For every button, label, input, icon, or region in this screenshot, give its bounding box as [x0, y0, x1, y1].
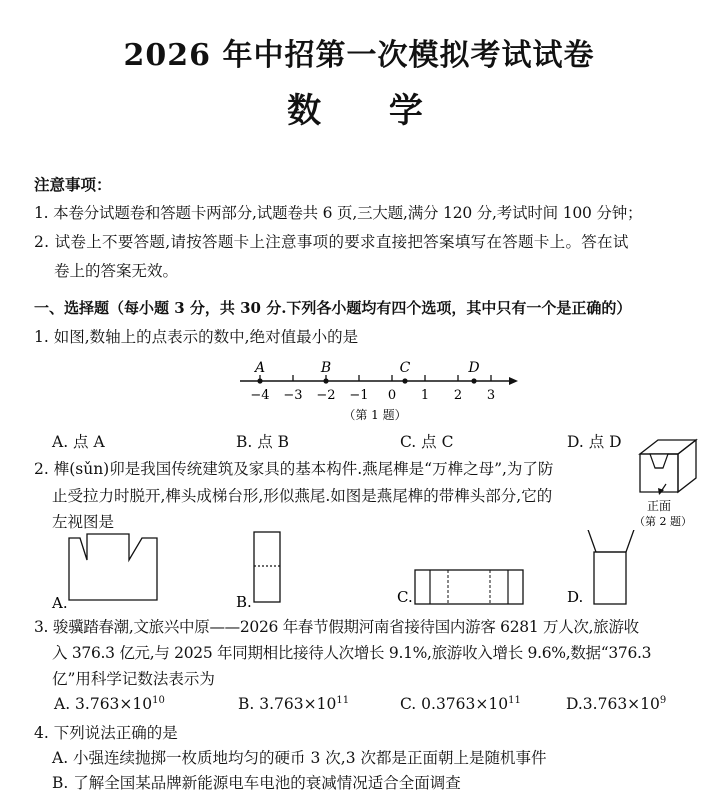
- q3-option-b: B. $3.763\times 10^{11}$: [238, 695, 350, 713]
- exam-title: 2026 年中招第一次模拟考试试卷: [123, 38, 595, 73]
- q1-option-b: B. 点 B: [236, 433, 290, 451]
- number-line-figure: [230, 358, 530, 428]
- subject-title: 数 学: [287, 91, 451, 131]
- tick-label: 0: [387, 388, 397, 403]
- q1-stem: 1. 如图,数轴上的点表示的数中,绝对值最小的是: [34, 328, 359, 346]
- q4-option-b: B. 了解全国某品牌新能源电车电池的衰减情况适合全面调查: [52, 774, 461, 792]
- q2-caption: （第 2 题）: [634, 515, 692, 528]
- tick-label: 1: [420, 388, 430, 403]
- q2-line-1: 2. 榫(sǔn)卯是我国传统建筑及家具的基本构件.燕尾榫是“万榫之母”,为了防: [34, 460, 554, 478]
- axis-arrow-icon: [509, 377, 518, 385]
- q3-option-a: A. $3.763\times 10^{10}$: [54, 695, 165, 713]
- q2-option-c-shape: [415, 570, 523, 604]
- point-label-b: B: [320, 360, 332, 376]
- tick-label: −4: [250, 388, 270, 403]
- q2-line-2: 止受拉力时脱开,榫头成梯台形,形似燕尾.如图是燕尾榫的带榫头部分,它的: [52, 487, 553, 505]
- q3-option-c: C. $0.3763\times 10^{11}$: [400, 695, 521, 713]
- front-label: 正面: [646, 499, 672, 513]
- dovetail-3d-figure: [630, 428, 710, 528]
- q2-option-a-label: A.: [52, 594, 68, 612]
- q4-option-a: A. 小强连续抛掷一枚质地均匀的硬币 3 次,3 次都是正面朝上是随机事件: [52, 749, 547, 767]
- q2-option-d-shape: [586, 530, 636, 552]
- tick-label: 2: [453, 388, 463, 403]
- q2-option-b-shape: [254, 532, 280, 602]
- tick-label: −3: [283, 388, 303, 403]
- q2-options-figures: [50, 530, 670, 615]
- notes-heading: 注意事项：: [34, 175, 112, 194]
- q2-option-a-shape: [69, 534, 157, 600]
- point-label-d: D: [468, 360, 480, 376]
- q3-line-3: 亿”用科学记数法表示为: [52, 670, 215, 688]
- tick-label: −2: [316, 388, 336, 403]
- point-label-a: A: [254, 360, 266, 376]
- notes-item-2: 2. 试卷上不要答题,请按答题卡上注意事项的要求直接把答案填写在答题卡上。答在试: [34, 233, 629, 251]
- q3-option-d: $D.3.763\times 10^9$: [566, 695, 667, 713]
- q1-caption: （第 1 题）: [343, 408, 407, 422]
- q1-option-c: C. 点 C: [400, 433, 454, 451]
- q2-option-b-label: B.: [236, 593, 252, 611]
- section-1-heading: 一、选择题（每小题 3 分，共 30 分.下列各小题均有四个选项，其中只有一个是正确的）: [34, 299, 632, 317]
- q2-option-d-label: D.: [567, 588, 584, 606]
- point-d: [471, 378, 476, 383]
- notes-item-1: 1. 本卷分试题卷和答题卡两部分,试题卷共 6 页,三大题,满分 120 分,考试时间 100 分钟；: [34, 204, 643, 222]
- tick-label: 3: [486, 388, 496, 403]
- point-label-c: C: [399, 360, 411, 376]
- point-a: [257, 378, 262, 383]
- q2-option-c-label: C.: [397, 588, 413, 606]
- q1-option-d: D. 点 D: [567, 433, 622, 451]
- point-c: [402, 378, 407, 383]
- notes-item-2-cont: 卷上的答案无效。: [54, 262, 179, 280]
- q1-option-a: A. 点 A: [52, 433, 105, 451]
- axis-ticks: [260, 375, 491, 381]
- q4-stem: 4. 下列说法正确的是: [34, 724, 178, 742]
- tick-label: −1: [349, 388, 369, 403]
- q3-line-2: 入 376.3 亿元,与 2025 年同期相比接待人次增长 9.1%,旅游收入增长 9.6%,数据“376.3: [52, 644, 652, 662]
- point-b: [323, 378, 328, 383]
- q2-line-3: 左视图是: [52, 513, 115, 531]
- q3-line-1: 3. 骏骥踏春潮,文旅兴中原——2026 年春节假期河南省接待国内游客 6281 万人次,旅游收: [34, 618, 639, 636]
